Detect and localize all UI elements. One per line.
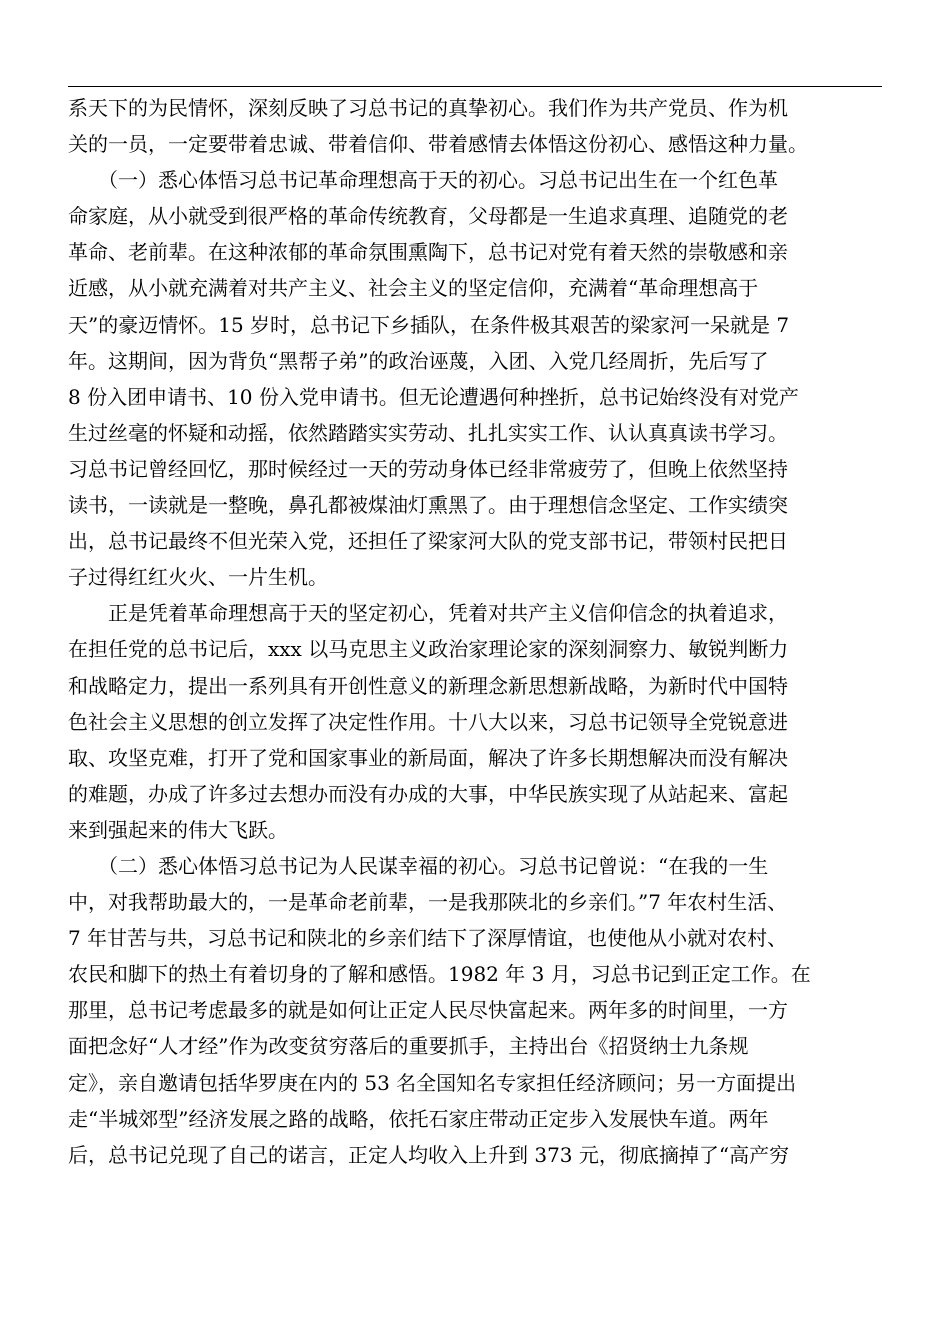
header-rule [68, 86, 882, 87]
text-line: 取、攻坚克难，打开了党和国家事业的新局面，解决了许多长期想解决而没有解决 [68, 745, 788, 770]
text-line: （一）悉心体悟习总书记革命理想高于天的初心。习总书记出生在一个红色革 [68, 168, 778, 193]
text-line: 中，对我帮助最大的，一是革命老前辈，一是我那陕北的乡亲们。”7 年农村生活、 [68, 890, 788, 915]
text-line: 近感，从小就充满着对共产主义、社会主义的坚定信仰，充满着“革命理想高于 [68, 276, 759, 301]
text-line: 正是凭着革命理想高于天的坚定初心，凭着对共产主义信仰信念的执着追求， [68, 601, 788, 626]
text-line: （二）悉心体悟习总书记为人民谋幸福的初心。习总书记曾说：“在我的一生 [68, 853, 769, 878]
text-line: 在担任党的总书记后，xxx 以马克思主义政治家理论家的深刻洞察力、敏锐判断力 [68, 637, 789, 662]
text-line: 色社会主义思想的创立发挥了决定性作用。十八大以来，习总书记领导全党锐意进 [68, 709, 788, 734]
paragraph [68, 595, 888, 848]
text-line: 习总书记曾经回忆，那时候经过一天的劳动身体已经非常疲劳了，但晚上依然坚持 [68, 456, 788, 481]
text-line: 走“半城郊型”经济发展之路的战略，依托石家庄带动正定步入发展快车道。两年 [68, 1106, 769, 1131]
text-line: 革命、老前辈。在这种浓郁的革命氛围熏陶下，总书记对党有着天然的崇敬感和亲 [68, 240, 788, 265]
paragraph [68, 162, 888, 595]
text-line: 读书，一读就是一整晚，鼻孔都被煤油灯熏黑了。由于理想信念坚定、工作实绩突 [68, 493, 788, 518]
text-line: 和战略定力，提出一系列具有开创性意义的新理念新思想新战略，为新时代中国特 [68, 673, 788, 698]
text-line: 子过得红红火火、一片生机。 [68, 565, 328, 590]
paragraph [68, 848, 888, 1173]
text-line: 8 份入团申请书、10 份入党申请书。但无论遭遇何种挫折，总书记始终没有对党产 [68, 384, 799, 409]
text-line: 天”的豪迈情怀。15 岁时，总书记下乡插队，在条件极其艰苦的梁家河一呆就是 7 [68, 312, 790, 337]
text-line: 生过丝毫的怀疑和动摇，依然踏踏实实劳动、扎扎实实工作、认认真真读书学习。 [68, 420, 788, 445]
text-line: 定》，亲自邀请包括华罗庚在内的 53 名全国知名专家担任经济顾问；另一方面提出 [68, 1070, 797, 1095]
text-line: 农民和脚下的热土有着切身的了解和感悟。1982 年 3 月，习总书记到正定工作。在 [68, 962, 811, 987]
document-body [68, 90, 888, 1173]
text-line: 那里，总书记考虑最多的就是如何让正定人民尽快富起来。两年多的时间里，一方 [68, 998, 788, 1023]
text-line: 后，总书记兑现了自己的诺言，正定人均收入上升到 373 元，彻底摘掉了“高产穷 [68, 1142, 790, 1167]
text-line: 命家庭，从小就受到很严格的革命传统教育，父母都是一生追求真理、追随党的老 [68, 204, 788, 229]
text-line: 系天下的为民情怀，深刻反映了习总书记的真挚初心。我们作为共产党员、作为机 [68, 96, 788, 120]
text-line: 关的一员，一定要带着忠诚、带着信仰、带着感情去体悟这份初心、感悟这种力量。 [68, 132, 808, 157]
text-line: 的难题，办成了许多过去想办而没有办成的大事，中华民族实现了从站起来、富起 [68, 781, 788, 806]
text-line: 来到强起来的伟大飞跃。 [68, 817, 288, 842]
text-line: 面把念好“人才经”作为改变贫穷落后的重要抓手，主持出台《招贤纳士九条规 [68, 1034, 749, 1059]
paragraph [68, 90, 888, 162]
text-line: 7 年甘苦与共，习总书记和陕北的乡亲们结下了深厚情谊，也使他从小就对农村、 [68, 926, 788, 951]
text-line: 年。这期间，因为背负“黑帮子弟”的政治诬蔑，入团、入党几经周折，先后写了 [68, 348, 769, 373]
text-line: 出，总书记最终不但光荣入党，还担任了梁家河大队的党支部书记，带领村民把日 [68, 529, 788, 554]
